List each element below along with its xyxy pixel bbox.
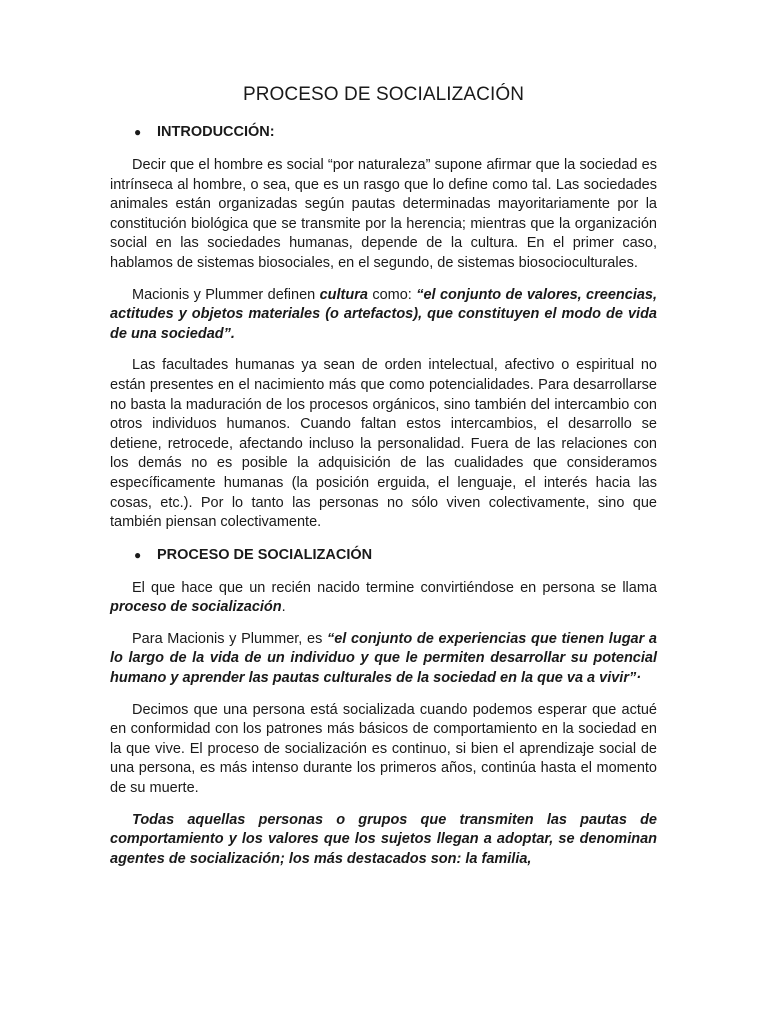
paragraph-macionis-plummer (110, 630, 657, 689)
paragraph-socializada: Decimos que una persona está socializada cuando podemos esperar que actué en conformidad con los patrones más básicos de comportamiento en la sociedad en la que vive. El proceso de socialización es continuo, si bien el aprendizaje social de una persona, es más intenso durante los primeros años, continúa hasta el momento de su muerte. (110, 701, 657, 797)
paragraph-agentes: Todas aquellas personas o grupos que transmiten las pautas de comportamiento y los valores que los sujetos llegan a adoptar, se denominan agentes de socialización; los más destacados son: la familia, (110, 811, 657, 867)
bullet-icon: ● (134, 125, 142, 139)
paragraph-recien-nacido (110, 579, 657, 618)
paragraph-cultura-definition (110, 286, 657, 345)
paragraph-intro: Decir que el hombre es social “por naturaleza” supone afirmar que la sociedad es intrínseca al hombre, o sea, que es un rasgo que lo define como tal. Las sociedades animales están organizadas según pautas determinadas mayoritariamente por la constitución biológica que se transmite por la herencia; mientras que la organización social en las sociedades humanas, depende de la cultura. En el primer caso, hablamos de sistemas biosociales, en el segundo, de sistemas biosocioculturales. (110, 157, 657, 271)
paragraph-facultades: Las facultades humanas ya sean de orden intelectual, afectivo o espiritual no están presentes en el nacimiento más que como potencialidades. Para desarrollarse no basta la maduración de los procesos orgánicos, sino también del intercambio con otros individuos humanos. Cuando faltan estos intercambios, el desarrollo se detiene, retrocede, afectando incluso la personalidad. Fuera de las relaciones con los demás no es posible la adquisición de las cualidades que consideramos específicamente humanas (la posición erguida, el lenguaje, el interés hacia las cosas, etc.). Por lo tanto las personas no sólo viven colectivamente, sino que también piensan colectivamente. (110, 357, 657, 531)
term-proceso-socializacion: proceso de socialización (110, 599, 282, 616)
section-heading-proceso (110, 545, 657, 565)
section-heading-label: PROCESO DE SOCIALIZACIÓN (157, 546, 373, 563)
text-run: como: (367, 286, 417, 303)
text-run: Para Macionis y Plummer, es (132, 630, 327, 647)
quote-cultura: “el conjunto de valores, creencias, actitudes y objetos materiales (o artefactos), que constituyen el modo de vida de una sociedad”. (110, 286, 657, 342)
bullet-icon: ● (134, 547, 142, 562)
text-run: El que hace que un recién nacido termine convirtiéndose en persona se llama (132, 579, 657, 596)
section-heading-label: INTRODUCCIÓN: (157, 124, 275, 140)
section-heading-introduccion (110, 122, 657, 142)
document-title: PROCESO DE SOCIALIZACIÓN (242, 84, 525, 105)
document-page (110, 84, 657, 881)
text-run: Macionis y Plummer definen (132, 286, 320, 303)
term-cultura: cultura (319, 286, 368, 303)
quote-socializacion: “el conjunto de experiencias que tienen lugar a lo largo de la vida de un individuo y que le permiten desarrollar su potencial humano y aprender las pautas culturales de la sociedad en la que va a vivir”· (110, 630, 657, 687)
text-run: . (281, 599, 286, 616)
